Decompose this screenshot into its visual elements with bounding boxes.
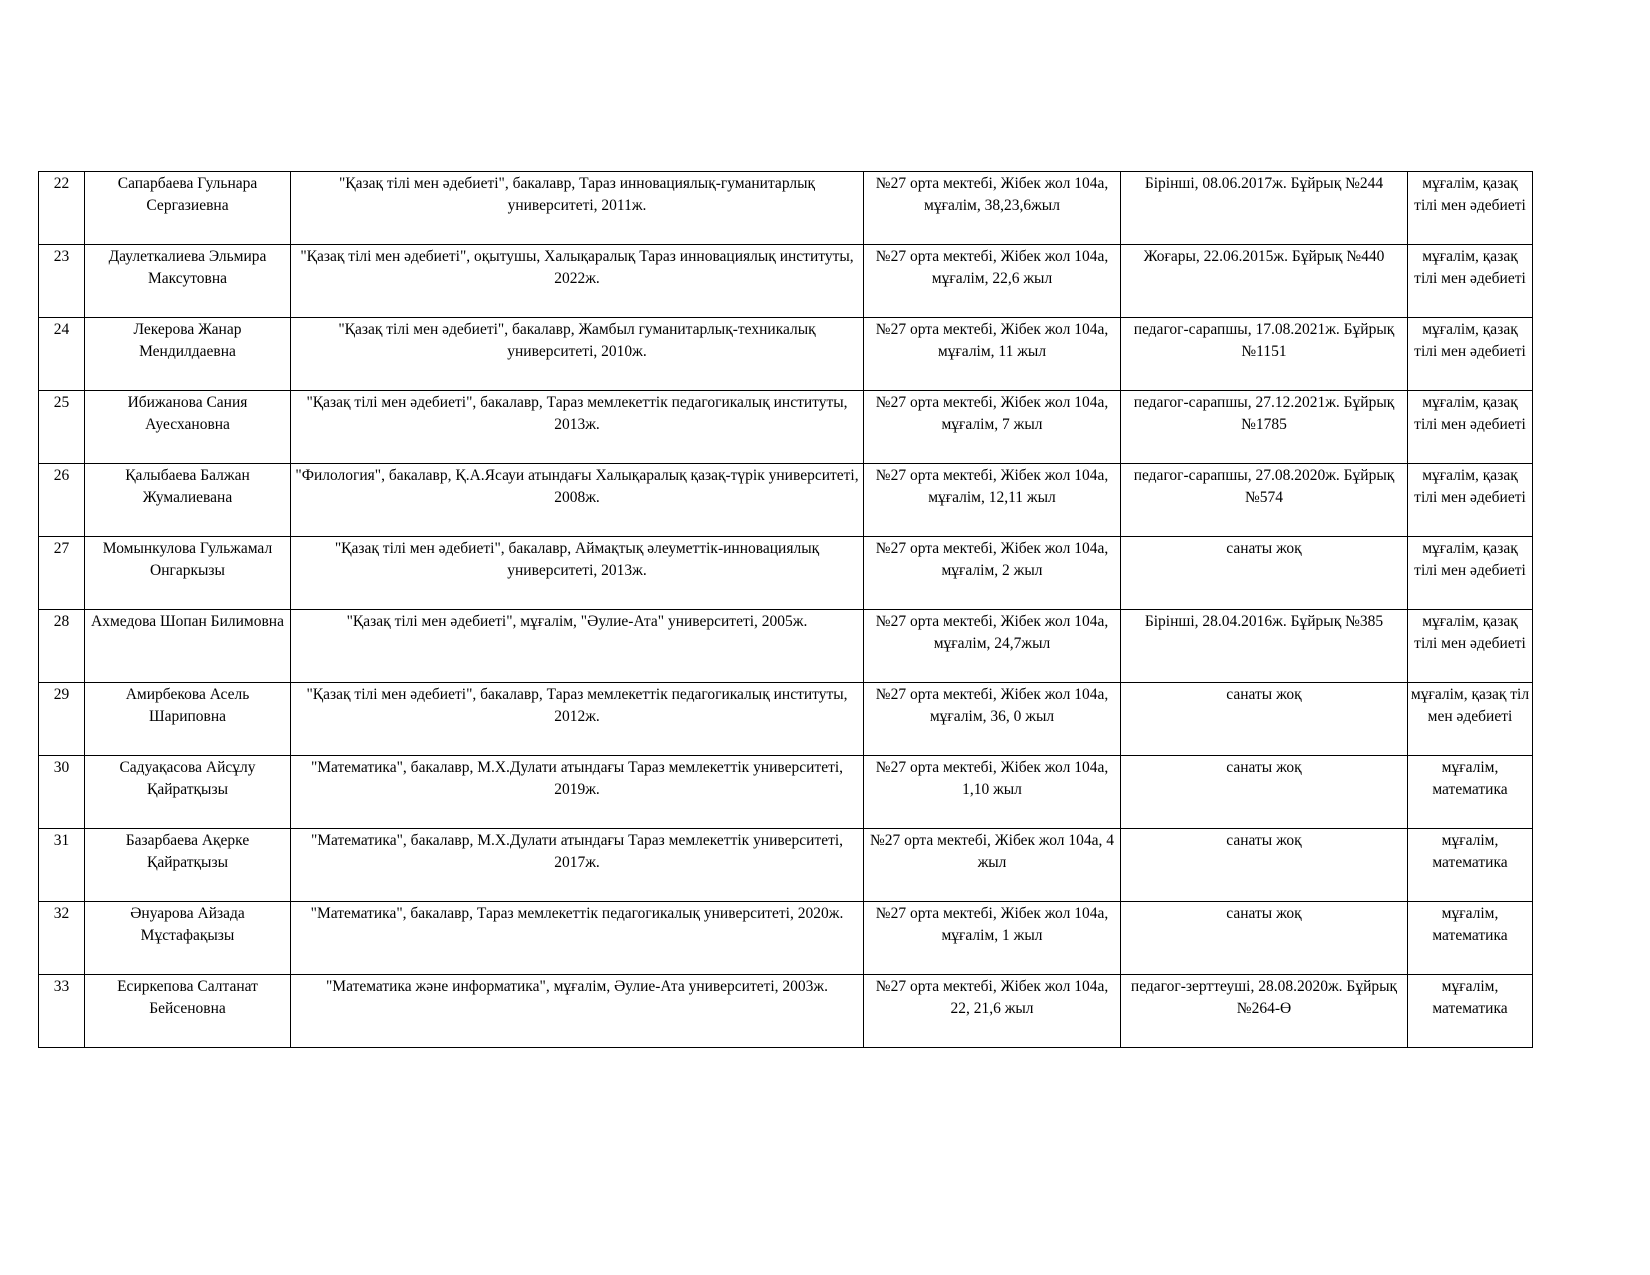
workplace-experience-cell: [864, 902, 1121, 975]
education-info: "Қазақ тілі мен әдебиеті", бакалавр, Жамбыл гуманитарлық-техникалық университеті, 2010ж.: [338, 321, 816, 360]
row-number-cell: [39, 683, 85, 756]
teacher-name: Әнуарова Айзада Мұстафақызы: [130, 905, 245, 944]
qualification-category: педагог-сарапшы, 17.08.2021ж. Бұйрық №1151: [1133, 321, 1395, 360]
education-info: "Математика", бакалавр, Тараз мемлекеттік педагогикалық университеті, 2020ж.: [310, 905, 844, 922]
table-row: [39, 756, 1533, 829]
workplace-experience-cell: [864, 683, 1121, 756]
row-number-cell: [39, 902, 85, 975]
table-row: [39, 172, 1533, 245]
row-number-cell: [39, 975, 85, 1048]
qualification-category-cell: [1121, 902, 1408, 975]
position-subject-cell: [1408, 245, 1533, 318]
teacher-name-cell: [85, 683, 291, 756]
position-subject: мұғалім, қазақ тіл мен әдебиеті: [1410, 686, 1530, 725]
position-subject: мұғалім, математика: [1432, 832, 1508, 871]
qualification-category-cell: [1121, 537, 1408, 610]
row-number: 24: [53, 321, 70, 338]
workplace-experience: №27 орта мектебі, Жібек жол 104а, мұғалім, 38,23,6жыл: [875, 175, 1109, 214]
table-row: [39, 464, 1533, 537]
workplace-experience: №27 орта мектебі, Жібек жол 104а, мұғалім, 2 жыл: [875, 540, 1109, 579]
teacher-name: Ибижанова Сания Ауесхановна: [127, 394, 248, 433]
position-subject-cell: [1408, 464, 1533, 537]
row-number-cell: [39, 464, 85, 537]
teacher-name-cell: [85, 172, 291, 245]
workplace-experience-cell: [864, 610, 1121, 683]
table-row: [39, 975, 1533, 1048]
qualification-category-cell: [1121, 245, 1408, 318]
table-row: [39, 318, 1533, 391]
qualification-category: санаты жоқ: [1226, 540, 1302, 557]
teacher-name: Сапарбаева Гульнара Сергазиевна: [117, 175, 258, 214]
workplace-experience-cell: [864, 172, 1121, 245]
row-number: 25: [53, 394, 70, 411]
position-subject: мұғалім, математика: [1432, 978, 1508, 1017]
position-subject-cell: [1408, 756, 1533, 829]
position-subject: мұғалім, қазақ тілі мен әдебиеті: [1414, 248, 1526, 287]
education-info-cell: [291, 610, 864, 683]
education-info-cell: [291, 902, 864, 975]
table-row: [39, 537, 1533, 610]
workplace-experience-cell: [864, 829, 1121, 902]
table-row: [39, 902, 1533, 975]
qualification-category: санаты жоқ: [1226, 686, 1302, 703]
row-number: 26: [53, 467, 70, 484]
row-number: 23: [53, 248, 70, 265]
teacher-name: Момынкулова Гульжамал Онгаркызы: [102, 540, 273, 579]
position-subject-cell: [1408, 902, 1533, 975]
teacher-name: Ахмедова Шопан Билимовна: [91, 613, 284, 630]
qualification-category: Бірінші, 08.06.2017ж. Бұйрық №244: [1144, 175, 1384, 192]
table-row: [39, 829, 1533, 902]
qualification-category: Жоғары, 22.06.2015ж. Бұйрық №440: [1143, 248, 1385, 265]
position-subject: мұғалім, математика: [1432, 905, 1508, 944]
workplace-experience-cell: [864, 245, 1121, 318]
qualification-category-cell: [1121, 756, 1408, 829]
teacher-name: Есиркепова Салтанат Бейсеновна: [117, 978, 258, 1017]
position-subject-cell: [1408, 610, 1533, 683]
position-subject-cell: [1408, 537, 1533, 610]
teacher-name: Қалыбаева Балжан Жумалиевана: [125, 467, 250, 506]
position-subject-cell: [1408, 829, 1533, 902]
workplace-experience: №27 орта мектебі, Жібек жол 104а, мұғалім, 36, 0 жыл: [875, 686, 1109, 725]
position-subject: мұғалім, қазақ тілі мен әдебиеті: [1414, 394, 1526, 433]
position-subject: мұғалім, қазақ тілі мен әдебиеті: [1414, 613, 1526, 652]
row-number-cell: [39, 756, 85, 829]
row-number-cell: [39, 318, 85, 391]
qualification-category: педагог-сарапшы, 27.12.2021ж. Бұйрық №1785: [1133, 394, 1395, 433]
education-info: "Қазақ тілі мен әдебиеті", бакалавр, Тараз мемлекеттік педагогикалық институты, 2012ж.: [306, 686, 848, 725]
staff-table: [38, 171, 1533, 1048]
position-subject-cell: [1408, 975, 1533, 1048]
position-subject-cell: [1408, 683, 1533, 756]
qualification-category-cell: [1121, 172, 1408, 245]
workplace-experience: №27 орта мектебі, Жібек жол 104а, мұғалім, 11 жыл: [875, 321, 1109, 360]
education-info-cell: [291, 975, 864, 1048]
teacher-name-cell: [85, 391, 291, 464]
position-subject-cell: [1408, 391, 1533, 464]
row-number: 32: [53, 905, 70, 922]
teacher-name-cell: [85, 756, 291, 829]
row-number-cell: [39, 245, 85, 318]
teacher-name-cell: [85, 464, 291, 537]
table-row: [39, 245, 1533, 318]
qualification-category: педагог-зерттеуші, 28.08.2020ж. Бұйрық №264-Ө: [1130, 978, 1398, 1017]
workplace-experience: №27 орта мектебі, Жібек жол 104а, 4 жыл: [869, 832, 1115, 871]
teacher-name-cell: [85, 537, 291, 610]
teacher-name: Даулеткалиева Эльмира Максутовна: [108, 248, 267, 287]
education-info-cell: [291, 537, 864, 610]
workplace-experience: №27 орта мектебі, Жібек жол 104а, 1,10 жыл: [875, 759, 1109, 798]
position-subject-cell: [1408, 172, 1533, 245]
workplace-experience: №27 орта мектебі, Жібек жол 104а, мұғалім, 1 жыл: [875, 905, 1109, 944]
workplace-experience-cell: [864, 756, 1121, 829]
teacher-name-cell: [85, 610, 291, 683]
workplace-experience: №27 орта мектебі, Жібек жол 104а, мұғалім, 22,6 жыл: [875, 248, 1109, 287]
row-number-cell: [39, 391, 85, 464]
qualification-category-cell: [1121, 464, 1408, 537]
row-number: 28: [53, 613, 70, 630]
position-subject: мұғалім, қазақ тілі мен әдебиеті: [1414, 467, 1526, 506]
education-info: "Математика және информатика", мұғалім, Әулие-Ата университеті, 2003ж.: [325, 978, 829, 995]
workplace-experience-cell: [864, 464, 1121, 537]
qualification-category-cell: [1121, 610, 1408, 683]
qualification-category: педагог-сарапшы, 27.08.2020ж. Бұйрық №574: [1133, 467, 1395, 506]
workplace-experience: №27 орта мектебі, Жібек жол 104а, мұғалім, 12,11 жыл: [875, 467, 1109, 506]
education-info: "Қазақ тілі мен әдебиеті", бакалавр, Аймақтық әлеуметтік-инновациялық университеті, 2013ж.: [334, 540, 820, 579]
position-subject: мұғалім, математика: [1432, 759, 1508, 798]
teacher-name: Лекерова Жанар Мендилдаевна: [133, 321, 242, 360]
teacher-name-cell: [85, 245, 291, 318]
education-info-cell: [291, 391, 864, 464]
workplace-experience-cell: [864, 537, 1121, 610]
workplace-experience-cell: [864, 975, 1121, 1048]
education-info: "Қазақ тілі мен әдебиеті", бакалавр, Тараз мемлекеттік педагогикалық институты, 2013ж.: [306, 394, 848, 433]
qualification-category-cell: [1121, 683, 1408, 756]
table-row: [39, 610, 1533, 683]
qualification-category: санаты жоқ: [1226, 832, 1302, 849]
teacher-name-cell: [85, 975, 291, 1048]
row-number: 31: [53, 832, 70, 849]
qualification-category: Бірінші, 28.04.2016ж. Бұйрық №385: [1144, 613, 1384, 630]
teacher-name: Амирбекова Асель Шариповна: [125, 686, 250, 725]
qualification-category: санаты жоқ: [1226, 905, 1302, 922]
education-info-cell: [291, 245, 864, 318]
table-row: [39, 683, 1533, 756]
workplace-experience-cell: [864, 318, 1121, 391]
qualification-category-cell: [1121, 318, 1408, 391]
workplace-experience-cell: [864, 391, 1121, 464]
education-info: "Математика", бакалавр, М.Х.Дулати атындағы Тараз мемлекеттік университеті, 2019ж.: [310, 759, 844, 798]
qualification-category-cell: [1121, 975, 1408, 1048]
education-info: "Филология", бакалавр, Қ.А.Ясауи атындағы Халықаралық қазақ-түрік университеті, 2008ж.: [295, 467, 859, 506]
education-info: "Қазақ тілі мен әдебиеті", бакалавр, Тараз инновациялық-гуманитарлық университеті, 2011ж.: [338, 175, 816, 214]
row-number: 27: [53, 540, 70, 557]
position-subject: мұғалім, қазақ тілі мен әдебиеті: [1414, 540, 1526, 579]
position-subject: мұғалім, қазақ тілі мен әдебиеті: [1414, 175, 1526, 214]
education-info-cell: [291, 464, 864, 537]
table-row: [39, 391, 1533, 464]
teacher-name-cell: [85, 318, 291, 391]
qualification-category: санаты жоқ: [1226, 759, 1302, 776]
education-info-cell: [291, 172, 864, 245]
education-info-cell: [291, 756, 864, 829]
education-info-cell: [291, 318, 864, 391]
row-number: 33: [53, 978, 70, 995]
teacher-name: Базарбаева Ақерке Қайратқызы: [125, 832, 250, 871]
row-number: 29: [53, 686, 70, 703]
teacher-name-cell: [85, 902, 291, 975]
education-info: "Математика", бакалавр, М.Х.Дулати атындағы Тараз мемлекеттік университеті, 2017ж.: [310, 832, 844, 871]
position-subject-cell: [1408, 318, 1533, 391]
workplace-experience: №27 орта мектебі, Жібек жол 104а, 22, 21,6 жыл: [875, 978, 1109, 1017]
position-subject: мұғалім, қазақ тілі мен әдебиеті: [1414, 321, 1526, 360]
workplace-experience: №27 орта мектебі, Жібек жол 104а, мұғалім, 7 жыл: [875, 394, 1109, 433]
education-info-cell: [291, 683, 864, 756]
education-info-cell: [291, 829, 864, 902]
row-number: 30: [53, 759, 70, 776]
qualification-category-cell: [1121, 391, 1408, 464]
row-number-cell: [39, 610, 85, 683]
education-info: "Қазақ тілі мен әдебиеті", мұғалім, "Әулие-Ата" университеті, 2005ж.: [346, 613, 808, 630]
workplace-experience: №27 орта мектебі, Жібек жол 104а, мұғалім, 24,7жыл: [875, 613, 1109, 652]
qualification-category-cell: [1121, 829, 1408, 902]
row-number-cell: [39, 537, 85, 610]
teacher-name: Садуақасова Айсұлу Қайратқызы: [119, 759, 256, 798]
row-number-cell: [39, 172, 85, 245]
education-info: "Қазақ тілі мен әдебиеті", оқытушы, Халықаралық Тараз инновациялық институты, 2022ж.: [300, 248, 854, 287]
table-body: [39, 172, 1533, 1048]
row-number-cell: [39, 829, 85, 902]
teacher-name-cell: [85, 829, 291, 902]
row-number: 22: [53, 175, 70, 192]
